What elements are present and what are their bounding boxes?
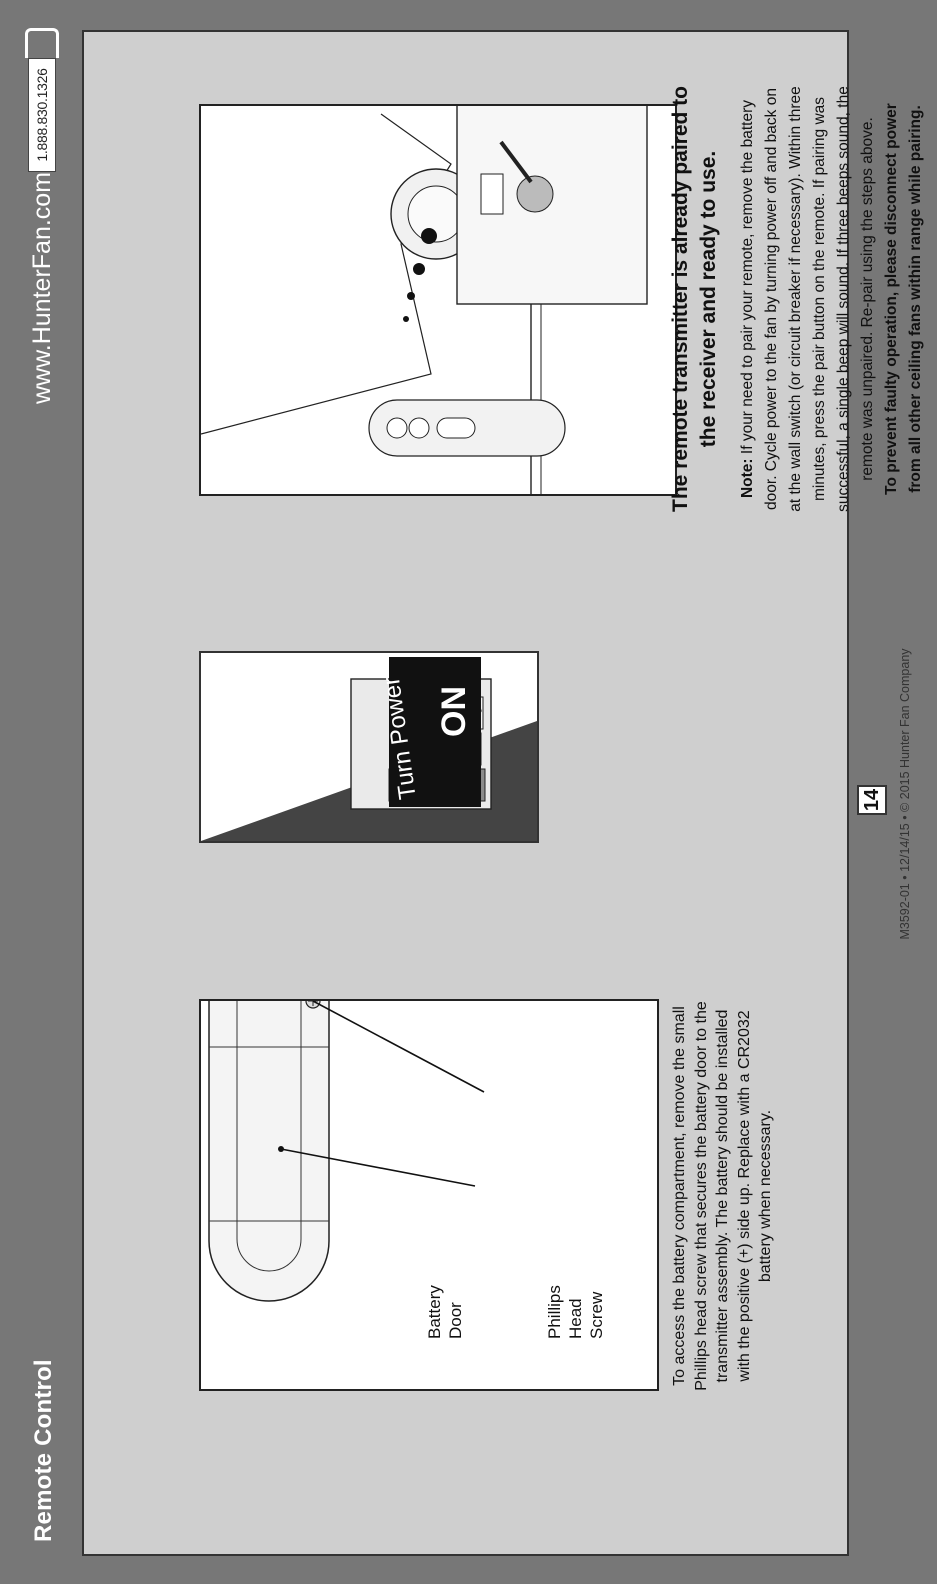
battery-instructions: To access the battery compartment, remove the small Phillips head screw that secures the battery door to the transmitter assembly. The battery should be installed with the positive (+) side up. Replace with a CR2032 battery when necessary. bbox=[671, 1001, 774, 1391]
note-text: If your need to pair your remote, remove the battery door. Cycle power to the fan by turning power off and back on at the wall switch (or circuit breaker if necessary). Within three minutes, press the pair button on the remote. If pairing was successful, a single beep will sound. If three beeps sound, the remote was unpaired. Re-pair using the steps above. bbox=[739, 86, 876, 512]
pairing-warning: To prevent faulty operation, please disconnect power from all other ceiling fans within range while pairing. bbox=[883, 103, 924, 495]
pairing-note bbox=[736, 84, 928, 514]
turn-power-on-figure bbox=[199, 651, 539, 843]
fan-remote-illustration bbox=[201, 106, 675, 494]
wall-switch-illustration bbox=[201, 653, 537, 841]
on-text: ON bbox=[435, 686, 473, 737]
screw-label: Phillips Head Screw bbox=[545, 1285, 606, 1339]
note-label: Note: bbox=[739, 458, 756, 499]
phone-number: 1.888.830.1326 bbox=[28, 58, 56, 172]
document-info: M3592-01 • 12/14/15 • © 2015 Hunter Fan Company bbox=[898, 648, 912, 940]
turn-power-text: Turn Power bbox=[377, 675, 422, 801]
section-title: Remote Control bbox=[30, 1359, 57, 1542]
website-link[interactable]: www.HunterFan.com bbox=[28, 171, 56, 404]
page-number: 14 bbox=[857, 785, 887, 815]
phone-tab-decoration bbox=[25, 28, 59, 58]
battery-door-label: Battery Door bbox=[425, 1285, 465, 1339]
pairing-figure bbox=[199, 104, 677, 496]
turn-power-banner bbox=[377, 657, 481, 807]
battery-door-figure bbox=[199, 999, 659, 1391]
pairing-headline: The remote transmitter is already paired to the receiver and ready to use. bbox=[669, 86, 720, 512]
